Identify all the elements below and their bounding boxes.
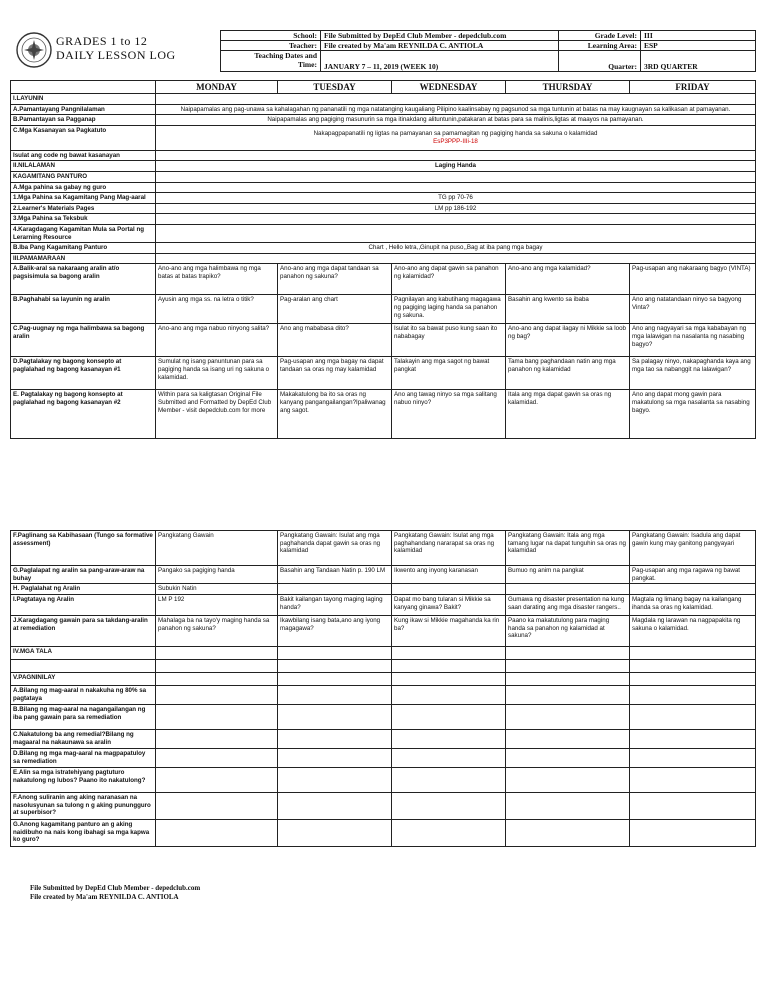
row-label: B.Paghahabi sa layunin ng aralin xyxy=(11,295,156,324)
quarter-value: 3RD QUARTER xyxy=(641,51,756,72)
table-row xyxy=(11,357,756,390)
row-cell-monday: Within para sa kaligtasan Original File Submitted and Formatted by DepEd Club Member - visit depedclub.com for more xyxy=(156,390,278,439)
footer xyxy=(30,884,200,902)
row-cell-monday xyxy=(156,820,278,847)
day-header-monday: MONDAY xyxy=(156,81,278,94)
row-label: B.Bilang ng mag-aaral na nagangailangan ng iba pang gawain para sa remediation xyxy=(11,705,156,730)
logo-block xyxy=(10,30,210,72)
row-cell-tuesday xyxy=(278,730,392,749)
grade-value: III xyxy=(641,31,756,41)
pamamaraan-label: III.PAMAMARAAN xyxy=(11,253,156,264)
teacher-value: File created by Ma'am REYNILDA C. ANTIOLA xyxy=(321,41,559,51)
row-label: G.Anong kagamitang panturo an g aking naidibuho na nais kong ibahagi sa mga kapwa ko guro? xyxy=(11,820,156,847)
row-cell-friday xyxy=(630,749,756,768)
sanggunian-row xyxy=(11,182,756,193)
kasanayan-code: EsP3PPP-IIIi-18 xyxy=(433,137,478,145)
lesson-log-table-page2 xyxy=(10,530,756,847)
row-cell-wednesday xyxy=(392,820,506,847)
dates-label-line1: Teaching Dates and xyxy=(254,51,317,60)
lm-text: LM pp 186-192 xyxy=(156,203,756,214)
row-cell-tuesday: Pag-aralan ang chart xyxy=(278,295,392,324)
gabay-text: TG pp 70-76 xyxy=(156,193,756,204)
day-header-wednesday: WEDNESDAY xyxy=(392,81,506,94)
row-label: A.Balik-aral sa nakaraang aralin at/o pagsisimula sa bagong aralin xyxy=(11,264,156,295)
row-cell-tuesday: Pangkatang Gawain: Isulat ang mga paghahanda dapat gawin sa oras ng kalamidad xyxy=(278,531,392,566)
row-label: G.Paglalapat ng aralin sa pang-araw-araw na buhay xyxy=(11,566,156,584)
pangnilalaman-text: Naipapamalas ang pag-unawa sa kahalagahan ng pananatili ng mga natatanging kaugaliang Pilipino kaalinsabay ng pagsunod sa mga tuntunin at batas na may kaugnayan sa kalikasan at pamayanan. xyxy=(156,104,756,115)
row-cell-thursday: Bumuo ng anim na pangkat xyxy=(506,566,630,584)
info-table xyxy=(220,30,756,72)
row-cell-wednesday: Ikwento ang inyong karanasan xyxy=(392,566,506,584)
doc-title-line2: DAILY LESSON LOG xyxy=(56,48,176,62)
row-cell-wednesday xyxy=(392,686,506,705)
row-cell-thursday: Paano ka makatutulong para maging handa sa panahon ng kalamidad at sakuna? xyxy=(506,616,630,647)
row-cell-friday xyxy=(630,660,756,673)
pagganap-row xyxy=(11,115,756,126)
row-cell-monday xyxy=(156,730,278,749)
reflection-rows-body xyxy=(11,531,756,847)
layunin-row xyxy=(11,94,756,105)
day-header-tuesday: TUESDAY xyxy=(278,81,392,94)
row-cell-wednesday xyxy=(392,730,506,749)
row-cell-thursday: Tama bang paghandaan natin ang mga panahon ng kalamidad xyxy=(506,357,630,390)
row-cell-thursday xyxy=(506,647,630,660)
teksbuk-blank xyxy=(156,214,756,225)
iba-label: B.Iba Pang Kagamitang Panturo xyxy=(11,243,156,254)
table-row xyxy=(11,324,756,357)
row-cell-monday: Ano-ano ang mga nabuo ninyong salita? xyxy=(156,324,278,357)
row-cell-wednesday xyxy=(392,584,506,595)
layunin-blank xyxy=(156,94,756,105)
row-cell-thursday: Ano-ano ang dapat ilagay ni Mikkie sa loob ng bag? xyxy=(506,324,630,357)
row-cell-tuesday xyxy=(278,768,392,793)
kagamitan-label: KAGAMITANG PANTURO xyxy=(11,171,156,182)
nilalaman-label: II.NILALAMAN xyxy=(11,161,156,172)
row-cell-tuesday xyxy=(278,705,392,730)
row-cell-wednesday: Isulat ito sa bawat puso kung saan ito nababagay xyxy=(392,324,506,357)
row-label: A.Bilang ng mag-aaral n nakakuha ng 80% sa pagtataya xyxy=(11,686,156,705)
table-row xyxy=(11,616,756,647)
table-row xyxy=(11,673,756,686)
row-cell-thursday xyxy=(506,584,630,595)
row-label: H. Paglalahat ng Aralin xyxy=(11,584,156,595)
row-cell-thursday xyxy=(506,686,630,705)
row-cell-wednesday xyxy=(392,705,506,730)
row-cell-friday: Sa palagay ninyo, nakapaghanda kaya ang mga tao sa nabanggit na lalawigan? xyxy=(630,357,756,390)
row-cell-thursday xyxy=(506,820,630,847)
row-cell-monday: Pangako sa pagiging handa xyxy=(156,566,278,584)
row-cell-wednesday: Kung ikaw si Mikkie magahanda ka rin ba? xyxy=(392,616,506,647)
row-cell-monday xyxy=(156,647,278,660)
row-cell-monday xyxy=(156,660,278,673)
kasanayan-cell xyxy=(156,125,756,150)
code-row xyxy=(11,150,756,161)
kasanayan-row xyxy=(11,125,756,150)
table-row xyxy=(11,295,756,324)
row-cell-tuesday xyxy=(278,647,392,660)
row-cell-wednesday: Ano ang tawag ninyo sa mga salitang nabuo ninyo? xyxy=(392,390,506,439)
row-cell-tuesday xyxy=(278,584,392,595)
pangnilalaman-row xyxy=(11,104,756,115)
row-cell-friday xyxy=(630,584,756,595)
row-cell-thursday xyxy=(506,705,630,730)
row-cell-friday: Ano ang dapat mong gawin para makatulong sa mga nasalanta sa nasabing bagyo. xyxy=(630,390,756,439)
kasanayan-text: Nakapagpapanatili ng ligtas na pamayanan sa pamamagitan ng pagiging handa sa sakuna o kalamidad xyxy=(313,130,598,138)
row-cell-friday: Magtala ng limang bagay na kailangang ihanda sa oras ng kalamidad. xyxy=(630,595,756,616)
row-cell-monday: Pangkatang Gawain xyxy=(156,531,278,566)
code-label: Isulat ang code ng bawat kasanayan xyxy=(11,150,156,161)
lr-label: 4.Karagdagang Kagamitan Mula sa Portal ng Lerarning Resource xyxy=(11,224,156,242)
row-cell-friday: Magdala ng larawan na nagpapakita ng sakuna o kalamidad. xyxy=(630,616,756,647)
school-value: File Submitted by DepEd Club Member - depedclub.com xyxy=(321,31,559,41)
row-cell-friday xyxy=(630,686,756,705)
row-cell-tuesday: Pag-usapan ang mga bagay na dapat tandaan sa oras ng may kalamidad xyxy=(278,357,392,390)
code-blank xyxy=(156,150,756,161)
row-cell-monday xyxy=(156,673,278,686)
teksbuk-label: 3.Mga Pahina sa Teksbuk xyxy=(11,214,156,225)
row-cell-monday xyxy=(156,768,278,793)
row-label: IV.MGA TALA xyxy=(11,647,156,660)
row-cell-wednesday xyxy=(392,673,506,686)
row-cell-thursday: Pangkatang Gawain: Itala ang mga tamang lugar na dapat tunguhin sa oras ng kalamidad xyxy=(506,531,630,566)
row-cell-tuesday xyxy=(278,820,392,847)
deped-seal-icon xyxy=(16,32,52,68)
lesson-log-table-page1 xyxy=(10,80,756,439)
row-label: I.Pagtataya ng Aralin xyxy=(11,595,156,616)
pangnilalaman-label: A.Pamantayang Pangnilalaman xyxy=(11,104,156,115)
row-cell-friday xyxy=(630,647,756,660)
row-label: J.Karagdagang gawain para sa takdang-aralin at remediation xyxy=(11,616,156,647)
row-label: D.Bilang ng mga mag-aaral na magpapatuloy sa remediation xyxy=(11,749,156,768)
row-cell-tuesday xyxy=(278,673,392,686)
row-cell-friday xyxy=(630,730,756,749)
table-row xyxy=(11,793,756,820)
gabay-label: 1.Mga Pahina sa Kagamitang Pang Mag-aaral xyxy=(11,193,156,204)
row-cell-thursday xyxy=(506,768,630,793)
row-cell-thursday: Itala ang mga dapat gawin sa oras ng kalamidad. xyxy=(506,390,630,439)
row-cell-wednesday xyxy=(392,768,506,793)
table-row xyxy=(11,820,756,847)
row-cell-tuesday: Basahin ang Tandaan Natin p. 190 LM xyxy=(278,566,392,584)
row-cell-wednesday: Ano-ano ang dapat gawin sa panahon ng kalamidad? xyxy=(392,264,506,295)
row-cell-tuesday: Bakit kailangan tayong maging laging handa? xyxy=(278,595,392,616)
row-cell-monday: Sumulat ng isang panuntunan para sa pagiging handa sa isang uri ng sakuna o kalamidad. xyxy=(156,357,278,390)
row-cell-thursday xyxy=(506,730,630,749)
day-header-friday: FRIDAY xyxy=(630,81,756,94)
pamamaraan-rows-body xyxy=(11,264,756,439)
footer-line2: File created by Ma'am REYNILDA C. ANTIOLA xyxy=(30,893,179,901)
row-cell-monday xyxy=(156,793,278,820)
row-cell-tuesday: Makakatulong ba ito sa oras ng kanyang pangangailangan?Ipaliwanag ang sagot. xyxy=(278,390,392,439)
table-row xyxy=(11,595,756,616)
row-cell-monday xyxy=(156,705,278,730)
row-label: C.Pag-uugnay ng mga halimbawa sa bagong aralin xyxy=(11,324,156,357)
pamamaraan-row xyxy=(11,253,756,264)
iba-text: Chart , Hello letra,,Ginupit na puso,,Bag at iba pang mga bagay xyxy=(156,243,756,254)
nilalaman-row xyxy=(11,161,756,172)
row-cell-wednesday xyxy=(392,793,506,820)
table-row xyxy=(11,584,756,595)
school-label: School: xyxy=(221,31,321,41)
table-row xyxy=(11,705,756,730)
row-label: D.Pagtalakay ng bagong konsepto at paglalahad ng bagong kasanayan #1 xyxy=(11,357,156,390)
row-cell-monday: LM P 192 xyxy=(156,595,278,616)
table-row xyxy=(11,566,756,584)
row-cell-tuesday xyxy=(278,749,392,768)
row-cell-wednesday xyxy=(392,660,506,673)
table-row xyxy=(11,647,756,660)
row-cell-tuesday xyxy=(278,793,392,820)
row-label: C.Nakatulong ba ang remedial?Bilang ng magaaral na nakaunawa sa aralin xyxy=(11,730,156,749)
row-cell-thursday: Basahin ang kwento sa ibaba xyxy=(506,295,630,324)
kagamitan-row xyxy=(11,171,756,182)
row-cell-friday: Ano ang nagyayari sa mga kababayan ng mga lalawigan na nasalanta ng nasabing bagyo? xyxy=(630,324,756,357)
row-cell-thursday: Ano-ano ang mga kalamidad? xyxy=(506,264,630,295)
day-header-thursday: THURSDAY xyxy=(506,81,630,94)
pamamaraan-blank xyxy=(156,253,756,264)
doc-title-line1: GRADES 1 to 12 xyxy=(56,34,148,48)
table-row xyxy=(11,660,756,673)
day-header-row xyxy=(11,81,756,94)
row-label xyxy=(11,660,156,673)
row-cell-friday xyxy=(630,793,756,820)
area-value: ESP xyxy=(641,41,756,51)
row-cell-friday: Pangkatang Gawain: Isadula ang dapat gawin kung may ganitong pangyayari xyxy=(630,531,756,566)
sanggunian-label: A.Mga pahina sa gabay ng guro xyxy=(11,182,156,193)
nilalaman-text: Laging Handa xyxy=(156,161,756,172)
table-row xyxy=(11,749,756,768)
table-row xyxy=(11,730,756,749)
row-cell-monday: Mahalaga ba na tayo'y maging handa sa panahon ng sakuna? xyxy=(156,616,278,647)
row-cell-tuesday: Ikawbilang isang bata,ano ang iyong magagawa? xyxy=(278,616,392,647)
teksbuk-row xyxy=(11,214,756,225)
row-cell-wednesday: Pangkatang Gawain: Isulat ang mga paghahandang nararapat sa oras ng kalamidad xyxy=(392,531,506,566)
row-cell-tuesday xyxy=(278,686,392,705)
lm-label: 2.Learner's Materials Pages xyxy=(11,203,156,214)
dates-label xyxy=(221,51,321,72)
row-cell-thursday xyxy=(506,673,630,686)
row-cell-tuesday: Ano ang mababasa dito? xyxy=(278,324,392,357)
lr-blank xyxy=(156,224,756,242)
pagganap-text: Naipapamalas ang pagiging masunurin sa mga itinakdang alituntunin,patakaran at batas para sa malinis,ligtas at maayos na pamayanan. xyxy=(156,115,756,126)
area-label: Learning Area: xyxy=(559,41,641,51)
row-cell-thursday xyxy=(506,793,630,820)
row-cell-friday: Pag-usapan ang nakaraang bagyo (VINTA) xyxy=(630,264,756,295)
row-label: F.Anong suliranin ang aking naranasan na nasolusyunan sa tulong n g aking punungguro at superbisor? xyxy=(11,793,156,820)
row-cell-thursday xyxy=(506,660,630,673)
row-cell-friday xyxy=(630,768,756,793)
iba-row xyxy=(11,243,756,254)
row-cell-monday xyxy=(156,749,278,768)
row-cell-wednesday: Pagnilayan ang kabutihang magagawa ng pagiging laging handa sa panahon ng sakuna. xyxy=(392,295,506,324)
row-cell-wednesday xyxy=(392,749,506,768)
row-cell-wednesday xyxy=(392,647,506,660)
layunin-label: I.LAYUNIN xyxy=(11,94,156,105)
row-cell-tuesday xyxy=(278,660,392,673)
pagganap-label: B.Pamantayan sa Pagganap xyxy=(11,115,156,126)
lm-row xyxy=(11,203,756,214)
grade-label: Grade Level: xyxy=(559,31,641,41)
row-cell-thursday: Gumawa ng disaster presentation na kung saan darating ang mga disaster rangers.. xyxy=(506,595,630,616)
sanggunian-blank xyxy=(156,182,756,193)
kasanayan-label: C.Mga Kasanayan sa Pagkatuto xyxy=(11,125,156,150)
row-cell-monday xyxy=(156,686,278,705)
row-cell-friday: Pag-usapan ang mga ragawa ng bawat pangkat. xyxy=(630,566,756,584)
day-header-blank xyxy=(11,81,156,94)
table-row xyxy=(11,686,756,705)
row-label: E.Alin sa mga istratehiyang pagtuturo nakatulong ng lubos? Paano ito nakatulong? xyxy=(11,768,156,793)
row-cell-thursday xyxy=(506,749,630,768)
row-cell-wednesday: Talakayin ang mga sagot ng bawat pangkat xyxy=(392,357,506,390)
row-cell-tuesday: Ano-ano ang mga dapat tandaan sa panahon ng sakuna? xyxy=(278,264,392,295)
dates-label-line2: Time: xyxy=(297,60,317,69)
table-row xyxy=(11,768,756,793)
row-cell-wednesday: Dapat mo bang tularan si Mikkie sa kanyang ginawa? Bakit? xyxy=(392,595,506,616)
row-label: F.Paglinang sa Kabihasaan (Tungo sa formative assessment) xyxy=(11,531,156,566)
footer-line1: File Submitted by DepEd Club Member - depedclub.com xyxy=(30,884,201,892)
teacher-label: Teacher: xyxy=(221,41,321,51)
row-cell-monday: Ayusin ang mga ss. na letra o titik? xyxy=(156,295,278,324)
row-cell-monday: Subukin Natin xyxy=(156,584,278,595)
table-row xyxy=(11,390,756,439)
quarter-label: Quarter: xyxy=(559,51,641,72)
row-cell-friday xyxy=(630,820,756,847)
table-row xyxy=(11,264,756,295)
row-cell-friday: Ano ang natatandaan ninyo sa bagyong Vinta? xyxy=(630,295,756,324)
table-row xyxy=(11,531,756,566)
row-label: V.PAGNINILAY xyxy=(11,673,156,686)
kagamitan-blank xyxy=(156,171,756,182)
gabay-row xyxy=(11,193,756,204)
row-cell-friday xyxy=(630,673,756,686)
dates-value: JANUARY 7 – 11, 2019 (WEEK 10) xyxy=(321,51,559,72)
row-label: E. Pagtalakay ng bagong konsepto at paglalahad ng bagong kasanayan #2 xyxy=(11,390,156,439)
lr-row xyxy=(11,224,756,242)
row-cell-monday: Ano-ano ang mga halimbawa ng mga batas at batas trapiko? xyxy=(156,264,278,295)
row-cell-friday xyxy=(630,705,756,730)
